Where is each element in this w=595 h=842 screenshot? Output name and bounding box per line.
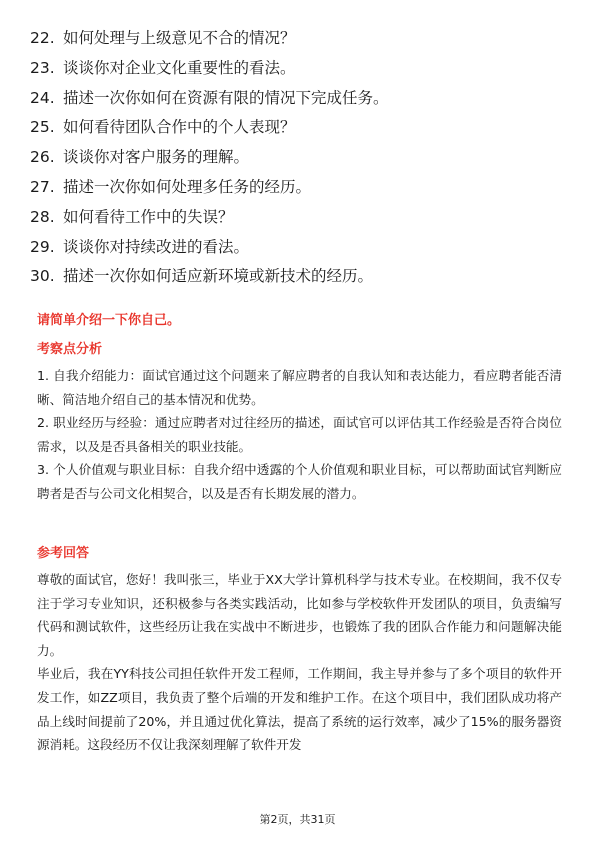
question-number: 30. <box>30 267 55 286</box>
question-text: 如何看待团队合作中的个人表现？ <box>63 118 296 137</box>
answer-paragraph: 尊敬的面试官，您好！我叫张三，毕业于XX大学计算机科学与技术专业。在校期间，我不仅专注于学习专业知识，还积极参与各类实践活动，比如参与学校软件开发团队的项目，负责编写代码和测试软件，这些经历让我在实战中不断进步，也锻炼了我的团队合作能力和问题解决能力。 <box>37 572 562 658</box>
question-list <box>30 24 570 292</box>
list-item <box>30 233 570 263</box>
question-text: 谈谈你对企业文化重要性的看法。 <box>63 58 296 77</box>
question-text: 描述一次你如何适应新环境或新技术的经历。 <box>63 267 374 286</box>
question-number: 23. <box>30 58 55 77</box>
list-item <box>30 203 570 233</box>
answer-heading: 参考回答 <box>37 546 90 561</box>
question-text: 描述一次你如何在资源有限的情况下完成任务。 <box>63 88 389 107</box>
analysis-point: 3. 个人价值观与职业目标：自我介绍中透露的个人价值观和职业目标，可以帮助面试官判断应聘者是否与公司文化相契合，以及是否有长期发展的潜力。 <box>37 462 562 501</box>
page-footer: 第2页，共31页 <box>259 813 336 826</box>
analysis-points <box>37 364 562 506</box>
question-text: 谈谈你对客户服务的理解。 <box>63 148 250 167</box>
list-item <box>30 262 570 292</box>
answer-body <box>37 568 562 757</box>
question-text: 描述一次你如何处理多任务的经历。 <box>63 177 312 196</box>
list-item <box>30 84 570 114</box>
question-number: 29. <box>30 237 55 256</box>
analysis-point: 2. 职业经历与经验：通过应聘者对过往经历的描述，面试官可以评估其工作经验是否符合岗位需求，以及是否具备相关的职业技能。 <box>37 415 562 454</box>
question-number: 27. <box>30 177 55 196</box>
list-item <box>30 54 570 84</box>
list-item <box>30 24 570 54</box>
question-text: 如何看待工作中的失误？ <box>63 207 234 226</box>
list-item <box>30 173 570 203</box>
answer-paragraph: 毕业后，我在YY科技公司担任软件开发工程师，工作期间，我主导并参与了多个项目的软件开发工作，如ZZ项目，我负责了整个后端的开发和维护工作。在这个项目中，我们团队成功将产品上线时间提前了20%，并且通过优化算法，提高了系统的运行效率，减少了15%的服务器资源消耗。这段经历不仅让我深刻理解了软件开发 <box>37 666 562 753</box>
list-item <box>30 113 570 143</box>
question-number: 28. <box>30 207 55 226</box>
question-number: 26. <box>30 148 55 167</box>
analysis-heading: 考察点分析 <box>37 342 103 357</box>
analysis-point: 1. 自我介绍能力：面试官通过这个问题来了解应聘者的自我认知和表达能力，看应聘者能否清晰、简洁地介绍自己的基本情况和优势。 <box>37 368 562 407</box>
question-text: 如何处理与上级意见不合的情况？ <box>63 29 296 47</box>
featured-question-title: 请简单介绍一下你自己。 <box>37 313 181 328</box>
question-text: 谈谈你对持续改进的看法。 <box>63 237 250 256</box>
question-number: 22. <box>30 29 55 47</box>
list-item <box>30 143 570 173</box>
question-number: 24. <box>30 88 55 107</box>
question-number: 25. <box>30 118 55 137</box>
